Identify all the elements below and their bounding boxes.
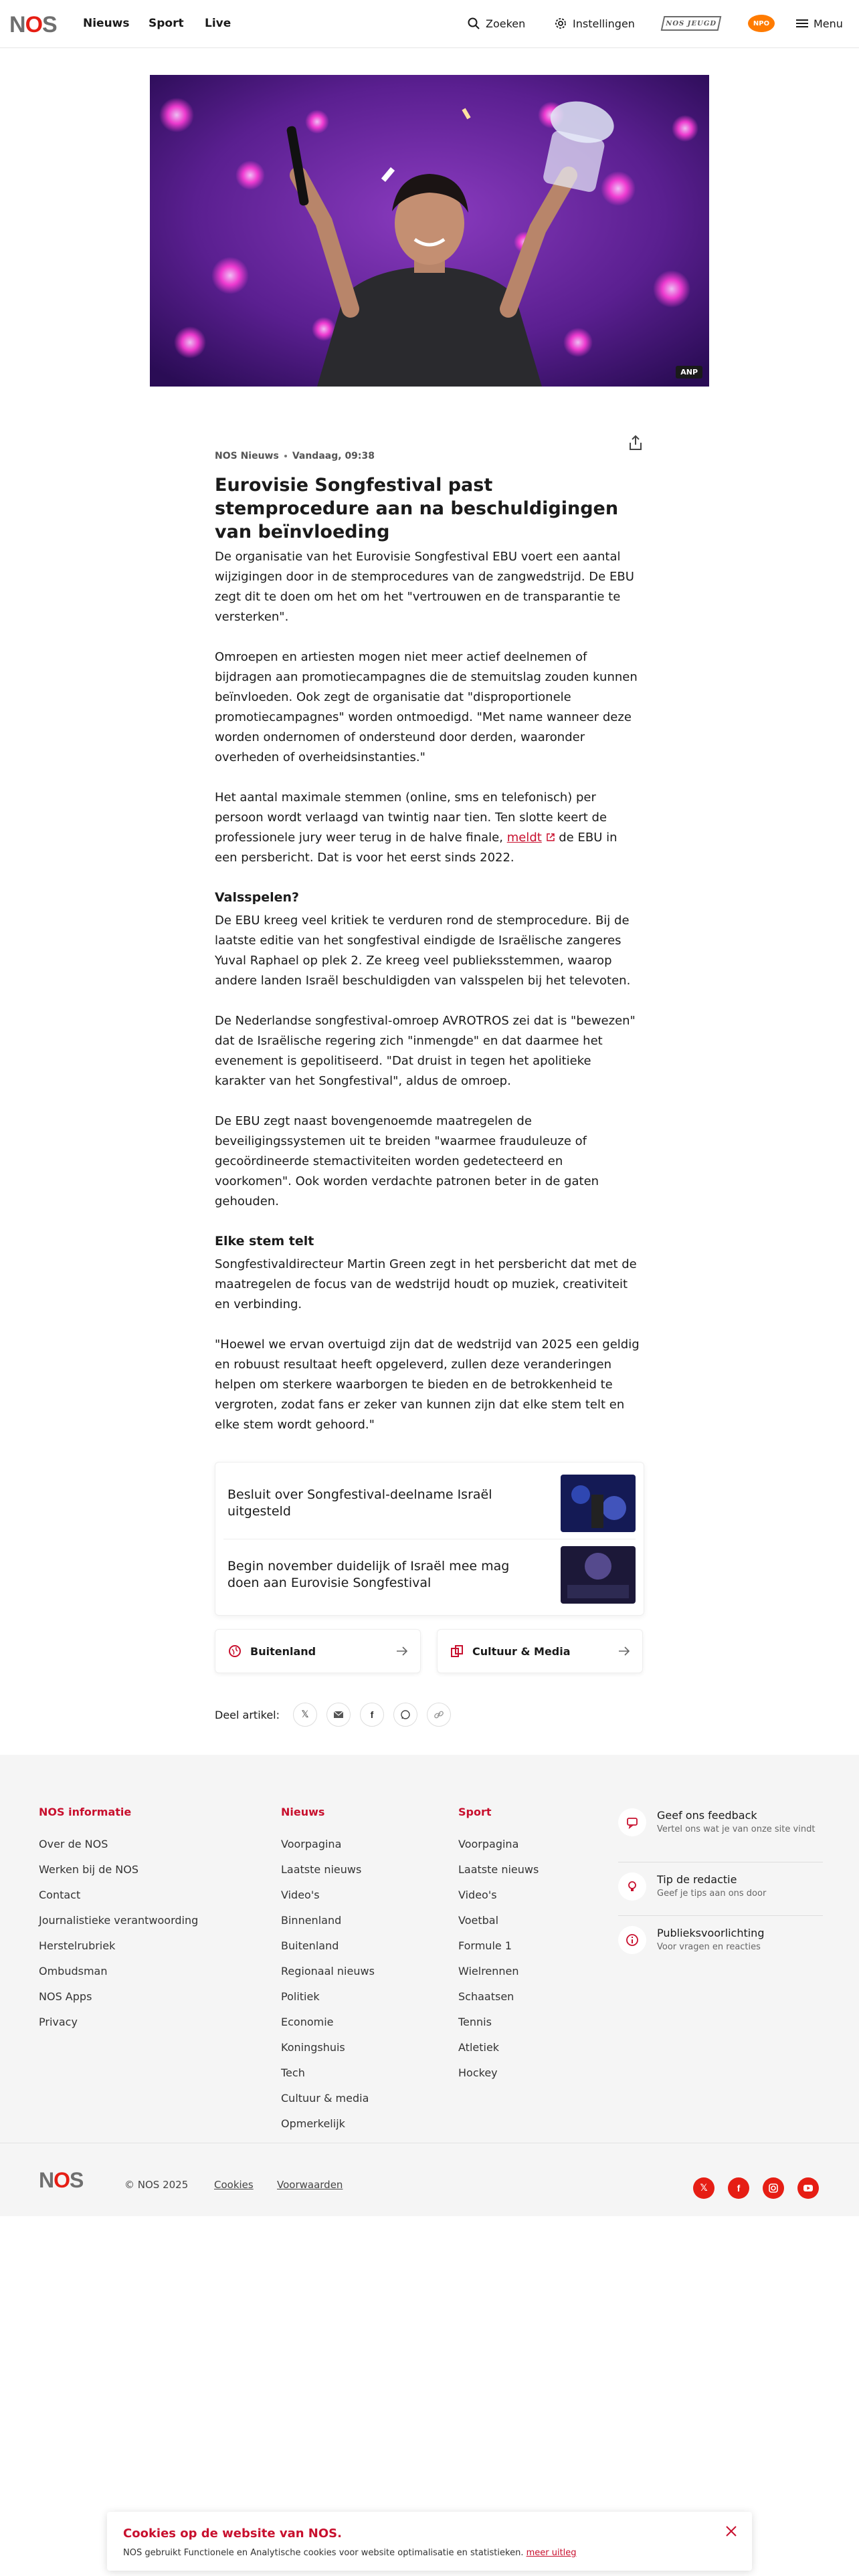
- nav-sport[interactable]: Sport: [149, 17, 184, 30]
- footer-link[interactable]: NOS Apps: [39, 1990, 92, 2003]
- cookie-title: Cookies op de website van NOS.: [123, 2527, 342, 2541]
- paragraph-text: Het aantal maximale stemmen (online, sms en telefonisch) per persoon wordt verlaagd van twintig naar tien. Ten slotte keert de professionele jury weer terug in de halve finale,: [215, 790, 607, 845]
- menu-label: Menu: [814, 17, 843, 30]
- footer-link[interactable]: Tennis: [458, 2016, 492, 2028]
- article-paragraph: "Hoewel we ervan overtuigd zijn dat de wedstrijd van 2025 een geldig en robuust resultaat heeft opgeleverd, zullen deze veranderingen helpen om sterkere waarborgen te bieden en de betrokkenheid te vergroten, zodat fans er zeker van kunnen zijn dat elke stem telt en elke stem wordt gehoord.": [215, 1337, 640, 1432]
- info-icon: [618, 1926, 646, 1954]
- article-meta: [215, 451, 375, 461]
- arrow-right-icon: [618, 1646, 630, 1656]
- footer-link[interactable]: Voetbal: [458, 1914, 499, 1927]
- feedback-sub: Vertel ons wat je van onze site vindt: [657, 1824, 816, 1834]
- feedback-icon: [618, 1808, 646, 1836]
- search-button[interactable]: [467, 15, 525, 32]
- article-paragraph: De EBU kreeg veel kritiek te verduren rond de stemprocedure. Bij de laatste editie van het songfestival eindigde de Israëlische zangeres Yuval Raphael op plek 2. Ze kreeg veel publieksstemmen, waarop andere landen Israël beschuldigden van valsspelen bij het televoten.: [215, 914, 631, 988]
- terms-link[interactable]: Voorwaarden: [277, 2179, 343, 2191]
- footer-link[interactable]: Opmerkelijk: [281, 2117, 345, 2130]
- tip-sub: Geef je tips aan ons door: [657, 1889, 767, 1899]
- lightbulb-icon: [618, 1872, 646, 1901]
- info-title: Publieksvoorlichting: [657, 1927, 765, 1939]
- tip-card[interactable]: [618, 1872, 823, 1901]
- tip-title: Tip de redactie: [657, 1873, 737, 1886]
- mail-icon: [333, 1711, 344, 1719]
- instagram-icon: [768, 2183, 779, 2193]
- category-label: Cultuur & Media: [472, 1644, 571, 1658]
- article-source: NOS Nieuws: [215, 451, 279, 461]
- footer-link[interactable]: Cultuur & media: [281, 2092, 369, 2105]
- share-article: [215, 1703, 451, 1727]
- footer-link[interactable]: Video's: [281, 1889, 320, 1901]
- x-icon: 𝕏: [301, 1709, 309, 1720]
- copyright: © NOS 2025: [124, 2179, 189, 2191]
- facebook-icon: f: [737, 2183, 741, 2193]
- media-icon: [450, 1644, 464, 1658]
- footer-link[interactable]: Atletiek: [458, 2041, 500, 2054]
- footer-link[interactable]: Contact: [39, 1889, 81, 1901]
- external-link-icon: [546, 833, 555, 842]
- footer-link[interactable]: Voorpagina: [458, 1838, 519, 1850]
- nos-logo[interactable]: NOS: [9, 12, 57, 37]
- related-article[interactable]: [223, 1539, 636, 1610]
- footer-column-nos-informatie: [39, 1806, 198, 2035]
- paragraph-text: de EBU in een persbericht. Dat is voor het eerst sinds 2022.: [215, 831, 617, 865]
- footer-youtube-button[interactable]: [797, 2177, 819, 2199]
- footer-link[interactable]: Laatste nieuws: [458, 1863, 539, 1876]
- settings-button[interactable]: [554, 15, 635, 32]
- article-timestamp: Vandaag, 09:38: [292, 451, 375, 461]
- related-article-thumbnail: [561, 1475, 636, 1532]
- hamburger-icon: [796, 18, 808, 29]
- share-mail-button[interactable]: [326, 1703, 351, 1727]
- arrow-right-icon: [396, 1646, 408, 1656]
- article-paragraph: Songfestivaldirecteur Martin Green zegt in het persbericht dat met de maatregelen de focus van de wedstrijd houdt op muziek, creativiteit en verbinding.: [215, 1257, 637, 1311]
- related-article[interactable]: [223, 1468, 636, 1539]
- footer-instagram-button[interactable]: [763, 2177, 784, 2199]
- category-label: Buitenland: [250, 1644, 316, 1658]
- footer-link[interactable]: Herstelrubriek: [39, 1939, 116, 1952]
- footer-column-nieuws: [281, 1806, 375, 2137]
- settings-label: Instellingen: [573, 17, 635, 30]
- whatsapp-icon: [400, 1709, 411, 1720]
- footer-link[interactable]: Hockey: [458, 2066, 498, 2079]
- related-article-thumbnail: [561, 1546, 636, 1604]
- footer-link[interactable]: Over de NOS: [39, 1838, 108, 1850]
- related-article-title: Begin november duidelijk of Israël mee mag doen aan Eurovisie Songfestival: [227, 1558, 510, 1590]
- jeugdjournaal-logo[interactable]: NOS JEUGD: [661, 16, 722, 31]
- info-sub: Voor vragen en reacties: [657, 1942, 761, 1952]
- info-card[interactable]: [618, 1926, 823, 1954]
- globe-icon: [227, 1644, 242, 1658]
- footer-link[interactable]: Tech: [281, 2066, 305, 2079]
- nav-nieuws[interactable]: Nieuws: [83, 17, 130, 30]
- cookies-link[interactable]: Cookies: [214, 2179, 254, 2191]
- footer-facebook-button[interactable]: [728, 2177, 749, 2199]
- cookie-text: NOS gebruikt Functionele en Analytische cookies voor website optimalisatie en statistieken.: [123, 2548, 524, 2558]
- nav-live[interactable]: Live: [205, 17, 231, 30]
- cookie-banner: [107, 2512, 752, 2571]
- hero-photo: [150, 75, 709, 387]
- footer-link[interactable]: Privacy: [39, 2016, 78, 2028]
- footer-link[interactable]: Politiek: [281, 1990, 320, 2003]
- npo-logo[interactable]: NPO: [748, 15, 775, 32]
- share-x-button[interactable]: [293, 1703, 317, 1727]
- hero-image: [150, 75, 709, 387]
- article-paragraph: [215, 788, 643, 868]
- footer-heading: Nieuws: [281, 1806, 325, 1818]
- footer-link[interactable]: Wielrennen: [458, 1965, 519, 1977]
- category-buitenland[interactable]: [215, 1629, 421, 1673]
- cookie-description: [123, 2548, 577, 2558]
- footer-link[interactable]: Video's: [458, 1889, 497, 1901]
- site-header: [0, 0, 859, 48]
- facebook-icon: f: [370, 1709, 374, 1720]
- footer-link[interactable]: Werken bij de NOS: [39, 1863, 139, 1876]
- article-body: [215, 547, 643, 1455]
- footer-link[interactable]: Journalistieke verantwoording: [39, 1914, 199, 1927]
- x-icon: 𝕏: [700, 2183, 708, 2193]
- share-whatsapp-button[interactable]: [393, 1703, 417, 1727]
- search-icon: [467, 17, 480, 30]
- footer-column-sport: [458, 1806, 539, 2086]
- article-title: Eurovisie Songfestival past stemprocedure aan na beschuldigingen van beïnvloeding: [215, 475, 619, 542]
- footer-heading: NOS informatie: [39, 1806, 132, 1818]
- article-paragraph: De organisatie van het Eurovisie Songfestival EBU voert een aantal wijzigingen door in de stemprocedures van de zangwedstrijd. De EBU zegt dit te doen om het om het "vertrouwen en de transparantie te versterken".: [215, 550, 634, 624]
- footer-link[interactable]: Formule 1: [458, 1939, 512, 1952]
- related-article-title: Besluit over Songfestival-deelname Israël uitgesteld: [227, 1487, 492, 1519]
- gear-icon: [554, 17, 567, 30]
- footer-heading: Sport: [458, 1806, 492, 1818]
- feedback-title: Geef ons feedback: [657, 1809, 757, 1822]
- footer-divider: [618, 1915, 823, 1916]
- youtube-icon: [803, 2184, 814, 2192]
- meta-separator: [284, 455, 287, 457]
- footer-link[interactable]: Binnenland: [281, 1914, 342, 1927]
- footer-link[interactable]: Schaatsen: [458, 1990, 514, 2003]
- footer-x-button[interactable]: [693, 2177, 714, 2199]
- footer-nos-logo[interactable]: NOS: [39, 2168, 84, 2192]
- search-label: Zoeken: [486, 17, 526, 30]
- article-paragraph: De EBU zegt naast bovengenoemde maatregelen de beveiligingssystemen uit te breiden "waarmee frauduleuze of gecoördineerde stemactiviteiten worden gedetecteerd en voorkomen". Ook worden verdachte patronen beter in de gaten gehouden.: [215, 1114, 599, 1208]
- subheading-elke-stem-telt: Elke stem telt: [215, 1234, 314, 1249]
- share-label: Deel artikel:: [215, 1708, 280, 1721]
- footer-link[interactable]: Regionaal nieuws: [281, 1965, 375, 1977]
- menu-button[interactable]: [796, 15, 843, 32]
- share-link-button[interactable]: [427, 1703, 451, 1727]
- meldt-link[interactable]: meldt: [506, 831, 542, 845]
- footer-link[interactable]: Buitenland: [281, 1939, 339, 1952]
- article-paragraph: Omroepen en artiesten mogen niet meer actief deelnemen of bijdragen aan promotiecampagnes die de stemuitslag zouden kunnen beïnvloeden. Ook zegt de organisatie dat "disproportionele promotiecampagnes" worden ontmoedigd. "Met name wanneer deze worden ondernomen of ondersteund door derden, waaronder overheden of overheidsinstanties.": [215, 650, 638, 764]
- share-icon[interactable]: [626, 433, 645, 452]
- close-icon[interactable]: [721, 2521, 741, 2541]
- share-facebook-button[interactable]: [360, 1703, 384, 1727]
- feedback-card[interactable]: [618, 1808, 823, 1836]
- footer-link[interactable]: Ombudsman: [39, 1965, 108, 1977]
- related-articles: [215, 1462, 644, 1616]
- cookie-more-link[interactable]: meer uitleg: [526, 2548, 577, 2558]
- footer-link[interactable]: Voorpagina: [281, 1838, 342, 1850]
- footer-link[interactable]: Laatste nieuws: [281, 1863, 362, 1876]
- link-icon: [434, 1709, 444, 1720]
- footer-link[interactable]: Economie: [281, 2016, 334, 2028]
- subheading-valsspelen: Valsspelen?: [215, 890, 300, 905]
- photo-credit: ANP: [676, 366, 702, 379]
- category-cultuur-media[interactable]: [437, 1629, 643, 1673]
- article-paragraph: De Nederlandse songfestival-omroep AVROTROS zei dat is "bewezen" dat de Israëlische regering zich "inmengde" en dat daarmee het evenement is gepolitiseerd. "Dat druist in tegen het apolitieke karakter van het Songfestival", aldus de omroep.: [215, 1014, 636, 1088]
- footer-link[interactable]: Koningshuis: [281, 2041, 345, 2054]
